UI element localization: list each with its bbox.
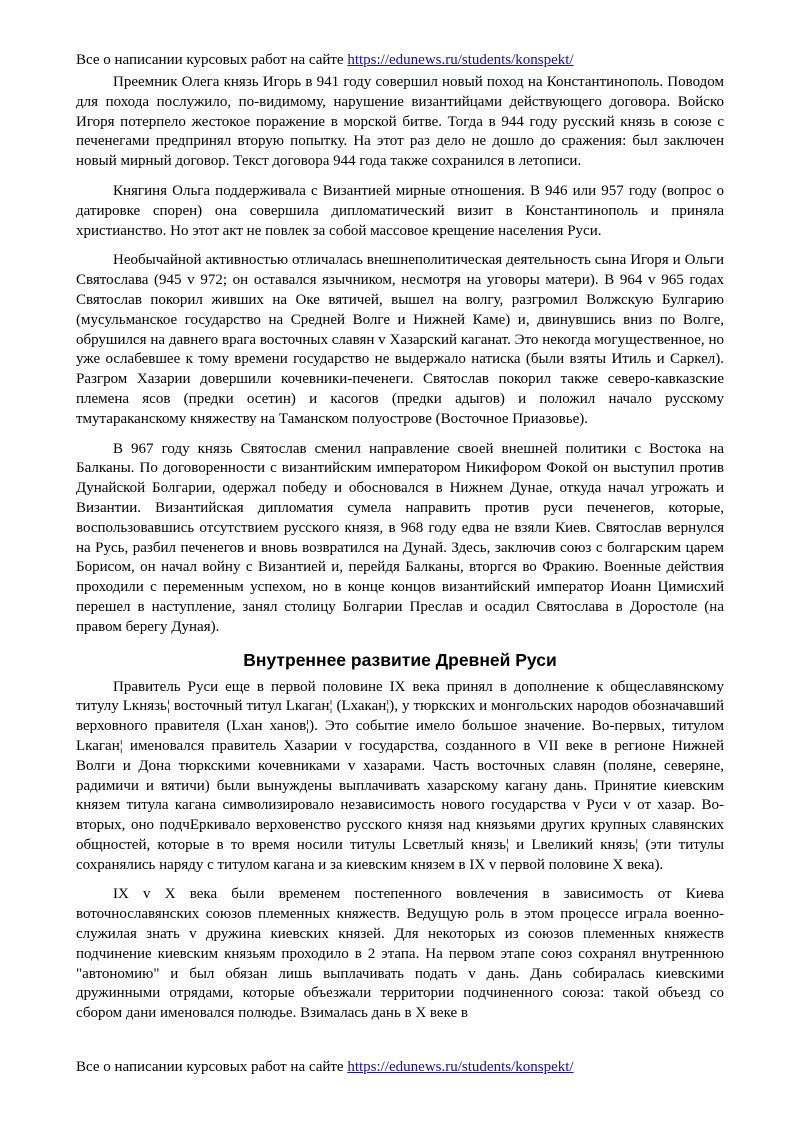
section-title: Внутреннее развитие Древней Руси (243, 649, 557, 670)
paragraph-tribal-unions: IX v X века были временем постепенного вовлечения в зависимость от Киева воточнославянских союзов племенных княжеств. Ведущую роль в этом процессе играла военно-служилая знать v дружина киевских князей. Для некоторых из союзов племенных княжеств подчинение киевским князьям проходило в 2 этапа. На первом этапе союз сохранял внутреннюю "автономию" и был обязан лишь выплачивать подать v дань. Дань собиралась киевскими дружинными отрядами, которые объезжали территории подчиненного союза: такой объезд со сбором дани именовался полюдье. Взималась дань в X веке в (76, 886, 724, 1022)
paragraph-svyatoslav-balkans: В 967 году князь Святослав сменил направление своей внешней политики с Востока на Балканы. По договоренности с византийским императором Никифором Фокой он выступил против Дунайской Болгарии, одержал победу и обосновался в Нижнем Дунае, откуда начал угрожать и Византии. Византийская дипломатия сумела направить против руси печенегов, которые, воспользовавшись отсутствием русского князя, в 968 году едва не взяли Киев. Святослав вернулся на Русь, разбил печенегов и вновь возвратился на Дунай. Здесь, заключив союз с болгарским царем Борисом, он начал войну с Византией и, перейдя Балканы, вторгся во Фракию. Военные действия проходили с переменным успехом, но в конце концов византийский император Иоанн Цимисхий перешел в наступление, занял столицу Болгарии Преслав и осадил Святослава в Доростоле (на правом берегу Дуная). (76, 440, 724, 635)
page-footer (76, 1057, 574, 1078)
header-text: Все о написании курсовых работ на сайте (76, 52, 348, 68)
paragraph-svyatoslav-east: Необычайной активностью отличалась внешнеполитическая деятельность сына Игоря и Ольги Святослава (945 v 972; он оставался язычником, несмотря на уговоры матери). В 964 v 965 годах Святослав покорил живших на Оке вятичей, вышел на волгу, разгромил Волжскую Булгарию (мусульманское государство на Средней Волге и Нижней Каме) и, двинувшись вниз по Волге, обрушился на давнего врага восточных славян v Хазарский каганат. Это некогда могущественное, но уже ослабевшее к тому времени государство не выдержало натиска (были взяты Итиль и Саркел). Разгром Хазарии довершили кочевники-печенеги. Святослав покорил также северо-кавказские племена ясов (предки осетин) и касогов (предки адыгов) и положил начало русскому тмутараканскому княжеству на Таманском полуострове (Восточное Приазовье). (76, 252, 724, 427)
paragraph-olga: Княгиня Ольга поддерживала с Византией мирные отношения. В 946 или 957 году (вопрос о датировке спорен) она совершила дипломатический визит в Константинополь и приняла христианство. Но этот акт не повлек за собой массовое крещение населения Руси. (76, 182, 724, 239)
document-page (76, 50, 724, 1034)
footer-link[interactable]: https://edunews.ru/students/konspekt/ (347, 1059, 574, 1075)
footer-text: Все о написании курсовых работ на сайте (76, 1059, 348, 1075)
paragraph-igor-campaign: Преемник Олега князь Игорь в 941 году совершил новый поход на Константинополь. Поводом для похода послужило, по-видимому, нарушение византийцами действующего договора. Войско Игоря потерпело жестокое поражение в морской битве. Тогда в 944 году русский князь в союзе с печенегами предпринял вторую попытку. На этот раз дело не дошло до сражения: был заключен новый мирный договор. Текст договора 944 года также сохранился в летописи. (76, 74, 724, 170)
header-link[interactable]: https://edunews.ru/students/konspekt/ (347, 52, 574, 68)
page-header (76, 50, 724, 71)
paragraph-kagan-title: Правитель Руси еще в первой половине IX века принял в дополнение к общеславянскому титулу Lкнязь¦ восточный титул Lкаган¦ (Lхакан¦), у тюркских и монгольских народов обозначавший верховного правителя (Lхан ханов¦). Это событие имело большое значение. Во-первых, титулом Lкаган¦ именовался правитель Хазарии v государства, созданного в VII веке в регионе Нижней Волги и Дона тюркскими кочевниками v хазарами. Часть восточных славян (поляне, северяне, радимичи и вятичи) были вынуждены выплачивать хазарскому кагану дань. Принятие киевским князем титула кагана символизировало независимость нового государства v Руси v от хазар. Во-вторых, оно подчЕркивало верховенство русского князя над князьями других крупных славянских общностей, которые в то время носили титулы Lсветлый князь¦ и Lвеликий князь¦ (эти титулы сохранялись наряду с титулом кагана и за киевским князем в IX v первой половине X века). (76, 678, 724, 873)
